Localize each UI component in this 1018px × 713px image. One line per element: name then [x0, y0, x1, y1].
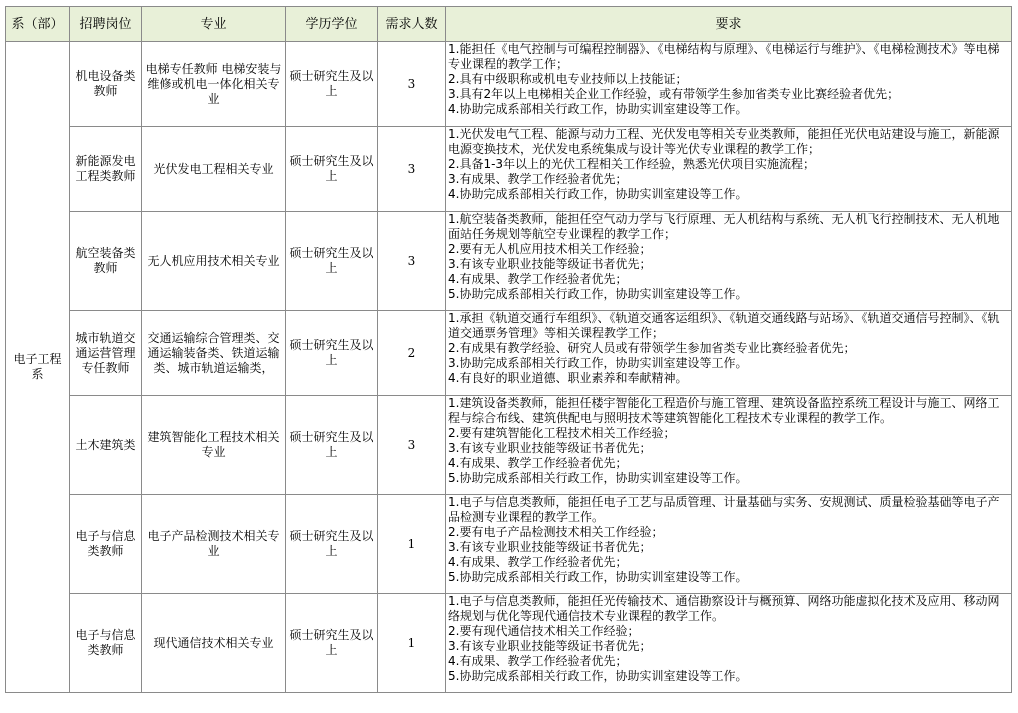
post-cell: 城市轨道交通运营管理专任教师	[70, 311, 142, 396]
degree-cell: 硕士研究生及以上	[286, 127, 378, 212]
requirement-line: 3.有该专业职业技能等级证书者优先；	[448, 540, 652, 554]
header-degree: 学历学位	[286, 7, 378, 42]
requirement-line: 5.协助完成系部相关行政工作，协助实训室建设等工作。	[448, 471, 748, 485]
requirement-line: 1.电子与信息类教师，能担任电子工艺与品质管理、计量基础与实务、安规测试、质量检验基础等电子产品检测专业课程的教学工作。	[448, 495, 1000, 524]
requirement-line: 4.有良好的职业道德、职业素养和奉献精神。	[448, 371, 688, 385]
requirement-line: 3.有该专业职业技能等级证书者优先；	[448, 441, 652, 455]
count-cell: 3	[378, 212, 446, 311]
degree-cell: 硕士研究生及以上	[286, 212, 378, 311]
table-row	[6, 594, 1012, 693]
requirement-line: 2.要有电子产品检测技术相关工作经验；	[448, 525, 664, 539]
requirement-line: 3.有该专业职业技能等级证书者优先；	[448, 257, 652, 271]
degree-cell: 硕士研究生及以上	[286, 311, 378, 396]
requirements-cell	[446, 396, 1012, 495]
table-row	[6, 495, 1012, 594]
count-cell: 1	[378, 594, 446, 693]
requirements-cell	[446, 127, 1012, 212]
header-major: 专业	[142, 7, 286, 42]
requirement-line: 2.要有无人机应用技术相关工作经验；	[448, 242, 652, 256]
requirements-cell	[446, 42, 1012, 127]
major-cell: 建筑智能化工程技术相关专业	[142, 396, 286, 495]
requirement-line: 4.协助完成系部相关行政工作，协助实训室建设等工作。	[448, 102, 748, 116]
post-cell: 新能源发电工程类教师	[70, 127, 142, 212]
requirement-line: 3.有成果、教学工作经验者优先；	[448, 172, 628, 186]
requirement-line: 2.要有建筑智能化工程技术相关工作经验；	[448, 426, 676, 440]
major-cell: 交通运输综合管理类、交通运输装备类、铁道运输类、城市轨道运输类，	[142, 311, 286, 396]
post-cell: 航空装备类教师	[70, 212, 142, 311]
header-dept: 系（部）	[6, 7, 70, 42]
requirement-line: 2.要有现代通信技术相关工作经验；	[448, 624, 640, 638]
count-cell: 2	[378, 311, 446, 396]
requirement-line: 4.协助完成系部相关行政工作，协助实训室建设等工作。	[448, 187, 748, 201]
requirement-line: 1.电子与信息类教师，能担任光传输技术、通信勘察设计与概预算、网络功能虚拟化技术及应用、移动网络规划与优化等现代通信技术专业课程的教学工作。	[448, 594, 1000, 623]
post-cell: 机电设备类教师	[70, 42, 142, 127]
requirement-line: 1.航空装备类教师，能担任空气动力学与飞行原理、无人机结构与系统、无人机飞行控制技术、无人机地面站任务规划等航空专业课程的教学工作；	[448, 212, 1000, 241]
degree-cell: 硕士研究生及以上	[286, 42, 378, 127]
count-cell: 3	[378, 127, 446, 212]
requirement-line: 4.有成果、教学工作经验者优先；	[448, 654, 628, 668]
requirement-line: 2.有成果有教学经验、研究人员或有带领学生参加省类专业比赛经验者优先；	[448, 341, 856, 355]
table-row	[6, 212, 1012, 311]
requirements-cell	[446, 212, 1012, 311]
table-row	[6, 396, 1012, 495]
recruitment-table	[5, 6, 1012, 693]
requirement-line: 3.具有2年以上电梯相关企业工作经验，或有带领学生参加省类专业比赛经验者优先；	[448, 87, 900, 101]
requirements-cell	[446, 594, 1012, 693]
major-cell: 电子产品检测技术相关专业	[142, 495, 286, 594]
requirement-line: 4.有成果、教学工作经验者优先；	[448, 272, 628, 286]
post-cell: 电子与信息类教师	[70, 495, 142, 594]
requirement-line: 2.具有中级职称或机电专业技师以上技能证；	[448, 72, 688, 86]
major-cell: 现代通信技术相关专业	[142, 594, 286, 693]
requirement-line: 2.具备1-3年以上的光伏工程相关工作经验，熟悉光伏项目实施流程；	[448, 157, 816, 171]
requirement-line: 1.能担任《电气控制与可编程控制器》、《电梯结构与原理》、《电梯运行与维护》、《电梯检测技术》等电梯专业课程的教学工作；	[448, 42, 1000, 71]
header-count: 需求人数	[378, 7, 446, 42]
requirement-line: 5.协助完成系部相关行政工作，协助实训室建设等工作。	[448, 669, 748, 683]
header-requirements: 要求	[446, 7, 1012, 42]
requirement-line: 4.有成果、教学工作经验者优先；	[448, 456, 628, 470]
post-cell: 电子与信息类教师	[70, 594, 142, 693]
count-cell: 3	[378, 396, 446, 495]
major-cell: 无人机应用技术相关专业	[142, 212, 286, 311]
requirement-line: 1.承担《轨道交通行车组织》、《轨道交通客运组织》、《轨道交通线路与站场》、《轨道交通信号控制》、《轨道交通票务管理》等相关课程教学工作；	[448, 311, 1000, 340]
requirement-line: 5.协助完成系部相关行政工作，协助实训室建设等工作。	[448, 570, 748, 584]
major-cell: 电梯专任教师 电梯安装与维修或机电一体化相关专业	[142, 42, 286, 127]
count-cell: 1	[378, 495, 446, 594]
requirement-line: 3.有该专业职业技能等级证书者优先；	[448, 639, 652, 653]
requirement-line: 3.协助完成系部相关行政工作，协助实训室建设等工作。	[448, 356, 748, 370]
degree-cell: 硕士研究生及以上	[286, 495, 378, 594]
requirement-line: 4.有成果、教学工作经验者优先；	[448, 555, 628, 569]
requirements-cell	[446, 495, 1012, 594]
count-cell: 3	[378, 42, 446, 127]
table-row	[6, 42, 1012, 127]
major-cell: 光伏发电工程相关专业	[142, 127, 286, 212]
requirement-line: 5.协助完成系部相关行政工作，协助实训室建设等工作。	[448, 287, 748, 301]
degree-cell: 硕士研究生及以上	[286, 396, 378, 495]
post-cell: 土木建筑类	[70, 396, 142, 495]
table-row	[6, 311, 1012, 396]
table-row	[6, 127, 1012, 212]
requirement-line: 1.建筑设备类教师，能担任楼宇智能化工程造价与施工管理、建筑设备监控系统工程设计与施工、网络工程与综合布线、建筑供配电与照明技术等建筑智能化工程技术专业课程的教学工作。	[448, 396, 1000, 425]
requirement-line: 1.光伏发电气工程、能源与动力工程、光伏发电等相关专业类教师，能担任光伏电站建设与施工，新能源电源变换技术，光伏发电系统集成与设计等光伏专业课程的教学工作；	[448, 127, 1000, 156]
header-row	[6, 7, 1012, 42]
requirements-cell	[446, 311, 1012, 396]
department-cell: 电子工程系	[6, 42, 70, 693]
header-post: 招聘岗位	[70, 7, 142, 42]
degree-cell: 硕士研究生及以上	[286, 594, 378, 693]
